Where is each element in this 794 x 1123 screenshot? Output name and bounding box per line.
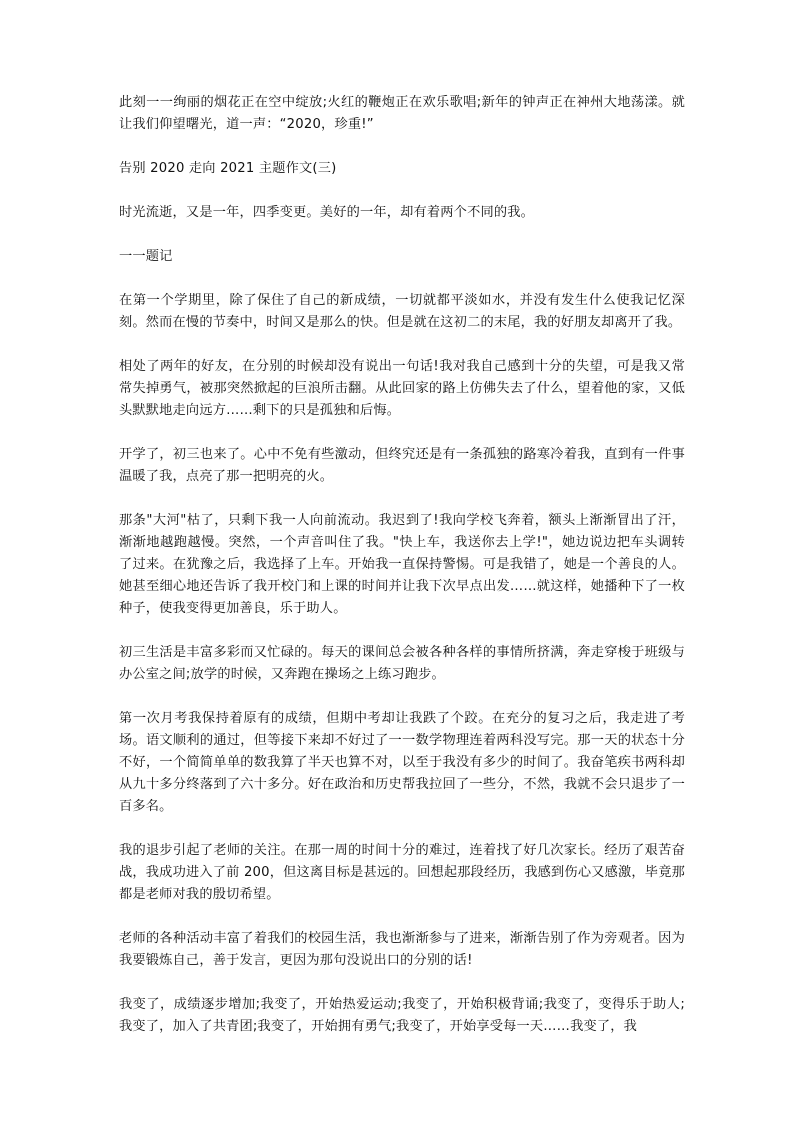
essay-title: 告别 2020 走向 2021 主题作文(三) bbox=[119, 161, 337, 176]
paragraph-regression: 我的退步引起了老师的关注。在那一周的时间十分的难过，连着找了好几次家长。经历了艰苦奋战，我成功进入了前 200，但这离目标是甚远的。回想起那段经历，我感到伤心又感激，毕竟那都是老师对我的殷切希望。 bbox=[119, 843, 685, 902]
paragraph-first-semester: 在第一个学期里，除了保住了自己的新成绩，一切就都平淡如水，并没有发生什么使我记忆深刻。然而在慢的节奏中，时间又是那么的快。但是就在这初二的末尾，我的好朋友却离开了我。 bbox=[119, 293, 685, 330]
paragraph-friend-parting: 相处了两年的好友，在分别的时候却没有说出一句话!我对我自己感到十分的失望，可是我又常常失掉勇气，被那突然掀起的巨浪所击翻。从此回家的路上仿佛失去了什么，望着他的家，又低头默默地走向远方……剩下的只是孤独和后悔。 bbox=[119, 359, 685, 418]
paragraph-grade-three: 开学了，初三也来了。心中不免有些激动，但终究还是有一条孤独的路寒冷着我，直到有一件事温暖了我，点亮了那一把明亮的火。 bbox=[119, 447, 685, 484]
paragraph-busy-life: 初三生活是丰富多彩而又忙碌的。每天的课间总会被各种各样的事情所挤满，奔走穿梭于班级与办公室之间;放学的时候，又奔跑在操场之上练习跑步。 bbox=[119, 645, 685, 682]
paragraph-intro: 时光流逝，又是一年，四季变更。美好的一年，却有着两个不同的我。 bbox=[119, 205, 535, 220]
paragraph-epigraph: 一一题记 bbox=[119, 249, 173, 264]
paragraph-fireworks: 此刻一一绚丽的烟花正在空中绽放;火红的鞭炮正在欢乐歌唱;新年的钟声正在神州大地荡漾。就让我们仰望曙光，道一声：“2020，珍重!” bbox=[119, 95, 685, 132]
document-page bbox=[119, 92, 685, 1060]
paragraph-activities: 老师的各种活动丰富了着我们的校园生活，我也渐渐参与了进来，渐渐告别了作为旁观者。因为我要锻炼自己，善于发言，更因为那句没说出口的分别的话! bbox=[119, 931, 685, 968]
paragraph-late-for-school: 那条"大河"枯了，只剩下我一人向前流动。我迟到了!我向学校飞奔着，额头上渐渐冒出了汗，渐渐地越跑越慢。突然，一个声音叫住了我。"快上车，我送你去上学!"，她边说边把车头调转了过来。在犹豫之后，我选择了上车。开始我一直保持警惕。可是我错了，她是一个善良的人。她甚至细心地还告诉了我开校门和上课的时间并让我下次早点出发……就这样，她播种下了一枚种子，使我变得更加善良，乐于助人。 bbox=[119, 513, 685, 616]
paragraph-exams: 第一次月考我保持着原有的成绩，但期中考却让我跌了个跤。在充分的复习之后，我走进了考场。语文顺利的通过，但等接下来却不好过了一一数学物理连着两科没写完。那一天的状态十分不好，一个简简单单的数我算了半天也算不对，以至于我没有多少的时间了。我奋笔疾书两科却从九十多分终落到了六十多分。好在政治和历史帮我拉回了一些分，不然，我就不会只退步了一百多名。 bbox=[119, 711, 685, 814]
paragraph-i-changed: 我变了，成绩逐步增加;我变了，开始热爱运动;我变了，开始积极背诵;我变了，变得乐于助人;我变了，加入了共青团;我变了，开始拥有勇气;我变了，开始享受每一天……我变了，我 bbox=[119, 997, 685, 1034]
